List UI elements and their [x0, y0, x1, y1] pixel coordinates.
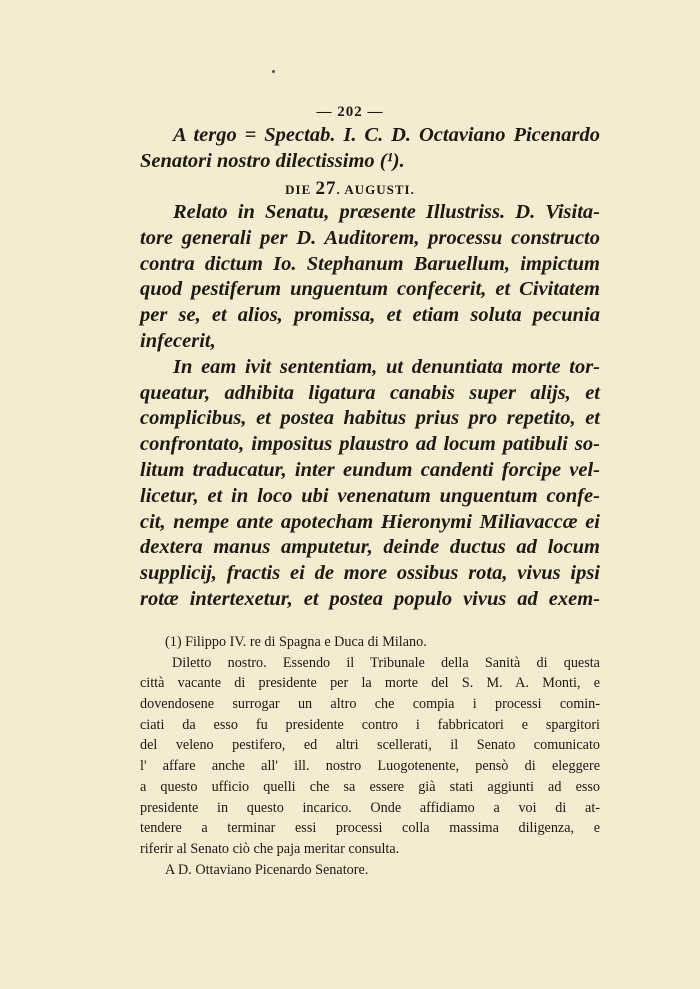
text-line: contra dictum Io. Stephanum Baruellum, impictum [140, 252, 600, 275]
date-prefix: DIE [285, 182, 316, 197]
date-suffix: . AUGUSTI. [336, 182, 415, 197]
text-line: licetur, et in loco ubi venenatum unguentum confe- [140, 484, 600, 507]
text-line: complicibus, et postea habitus prius pro repetito, et [140, 407, 600, 430]
footnote-line: (1) Filippo IV. re di Spagna e Duca di Milano. [165, 634, 427, 650]
footnote-line: dovendosene surrogar un altro che compia i processi comin- [140, 696, 600, 713]
text-line: supplicij, fractis ei de more ossibus rota, vivus ipsi [140, 562, 600, 585]
text-line: confrontato, impositus plaustro ad locum patibuli so- [140, 433, 600, 456]
footnote-line: A D. Ottaviano Picenardo Senatore. [165, 861, 369, 878]
text-line: In eam ivit sententiam, ut denuntiata morte tor- [173, 355, 600, 378]
address-line: A tergo = Spectab. I. C. D. Octaviano Picenardo [173, 124, 600, 146]
text-line: rotæ intertexetur, et postea populo vivus ad exem- [140, 587, 600, 610]
text-line: litum traducatur, inter eundum candenti forcipe vel- [140, 458, 600, 481]
footnote-line: tendere a terminar essi processi colla massima diligenza, e [140, 820, 600, 837]
address-block [140, 123, 600, 175]
date-heading [0, 178, 700, 200]
footnote-line: a questo ufficio quelli che sa essere già stati aggiunti ad esso [140, 778, 600, 795]
text-line: infecerit, [140, 329, 216, 352]
text-line: Relato in Senatu, præsente Illustriss. D. Visita- [173, 201, 600, 223]
text-line: tore generali per D. Auditorem, processu constructo [140, 226, 600, 249]
text-line: per se, et alios, promissa, et etiam soluta pecunia [140, 304, 600, 327]
footnote-line: riferir al Senato ciò che paja meritar consulta. [140, 840, 400, 857]
text-line: quod pestiferum unguentum confecerit, et Civitatem [140, 278, 600, 301]
sentence-text [140, 200, 600, 613]
footnote-line: l' affare anche all' ill. nostro Luogotenente, pensò di eleggere [140, 758, 600, 775]
ink-speck [272, 70, 275, 73]
text-line: queatur, adhibita ligatura canabis super alijs, et [140, 381, 600, 404]
text-line: cit, nempe ante apotecham Hieronymi Miliavaccæ ei [140, 510, 600, 533]
footnote-line: del veleno pestifero, ed altri scellerati, il Senato comunicato [140, 737, 600, 754]
footnote-line: Diletto nostro. Essendo il Tribunale della Sanità di questa [172, 654, 600, 671]
address-line: Senatori nostro dilectissimo (¹). [140, 149, 405, 172]
footnote-line: città vacante di presidente per la morte del S. M. A. Monti, e [140, 675, 600, 692]
date-day: 27 [315, 178, 337, 199]
text-line: dextera manus amputetur, deinde ductus ad locum [140, 536, 600, 559]
footnote [140, 632, 600, 880]
footnote-line: ciati da esso fu presidente contro i fabbricatori e spargitori [140, 716, 600, 733]
page-number: — 202 — [316, 104, 384, 120]
footnote-line: presidente in questo incarico. Onde affidiamo a voi di at- [140, 799, 600, 816]
